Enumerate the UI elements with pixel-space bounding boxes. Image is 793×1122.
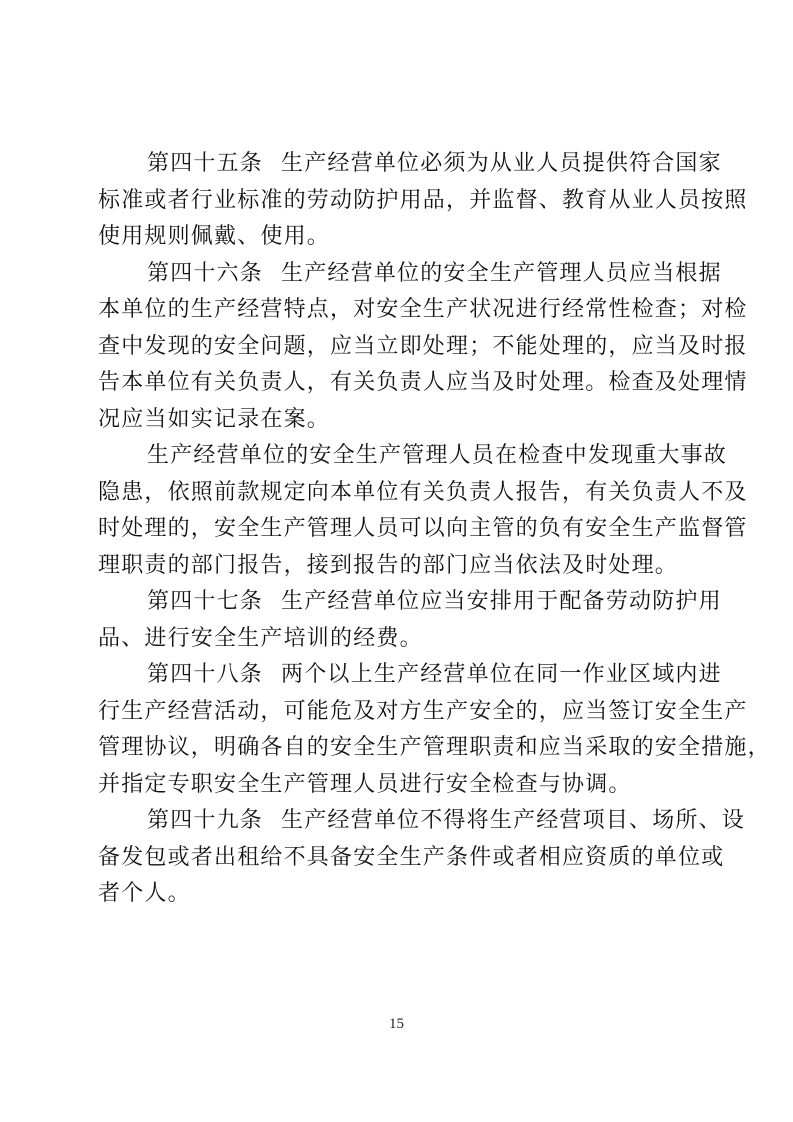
page-number: 15 bbox=[389, 1016, 404, 1032]
article-number: 第四十八条 bbox=[147, 662, 264, 687]
text-line bbox=[98, 146, 722, 183]
text-line bbox=[98, 657, 722, 694]
text-line: 品、进行安全生产培训的经费。 bbox=[98, 625, 423, 651]
article-number: 第四十七条 bbox=[147, 589, 264, 614]
text-line: 并指定专职安全生产管理人员进行安全检查与协调。 bbox=[98, 771, 632, 797]
line-text: 生产经营单位的安全生产管理人员应当根据 bbox=[281, 260, 722, 286]
document-body bbox=[98, 146, 771, 913]
line-text: 两个以上生产经营单位在同一作业区域内进 bbox=[281, 662, 722, 687]
article-number: 第四十六条 bbox=[147, 260, 264, 286]
text-line bbox=[98, 803, 746, 840]
text-line: 生产经营单位的安全生产管理人员在检查中发现重大事故 bbox=[147, 443, 728, 468]
text-line: 者个人。 bbox=[98, 881, 191, 906]
text-line: 隐患，依照前款规定向本单位有关负责人报告，有关负责人不及 bbox=[98, 479, 748, 505]
line-text: 生产经营单位不得将生产经营项目、场所、设 bbox=[281, 808, 746, 833]
text-line: 时处理的，安全生产管理人员可以向主管的负有安全生产监督管 bbox=[98, 516, 748, 541]
line-text: 生产经营单位应当安排用于配备劳动防护用 bbox=[281, 589, 722, 614]
text-line: 本单位的生产经营特点，对安全生产状况进行经常性检查；对检 bbox=[98, 297, 748, 322]
line-text: 生产经营单位必须为从业人员提供符合国家 bbox=[281, 151, 722, 176]
text-line: 使用规则佩戴、使用。 bbox=[98, 224, 331, 249]
article-number: 第四十五条 bbox=[147, 151, 264, 176]
text-line: 理职责的部门报告，接到报告的部门应当依法及时处理。 bbox=[98, 552, 679, 578]
text-line: 标准或者行业标准的劳动防护用品，并监督、教育从业人员按照 bbox=[98, 187, 748, 213]
text-line: 查中发现的安全问题，应当立即处理；不能处理的，应当及时报 bbox=[98, 333, 748, 359]
article-number: 第四十九条 bbox=[147, 808, 264, 833]
text-line: 管理协议，明确各自的安全生产管理职责和应当采取的安全措施， bbox=[98, 735, 771, 760]
text-line bbox=[98, 256, 722, 293]
text-line: 况应当如实记录在案。 bbox=[98, 406, 331, 432]
text-line: 备发包或者出租给不具备安全生产条件或者相应资质的单位或 bbox=[98, 844, 725, 870]
text-line bbox=[98, 584, 722, 621]
text-line: 告本单位有关负责人，有关负责人应当及时处理。检查及处理情 bbox=[98, 370, 748, 395]
text-line: 行生产经营活动，可能危及对方生产安全的，应当签订安全生产 bbox=[98, 698, 748, 724]
